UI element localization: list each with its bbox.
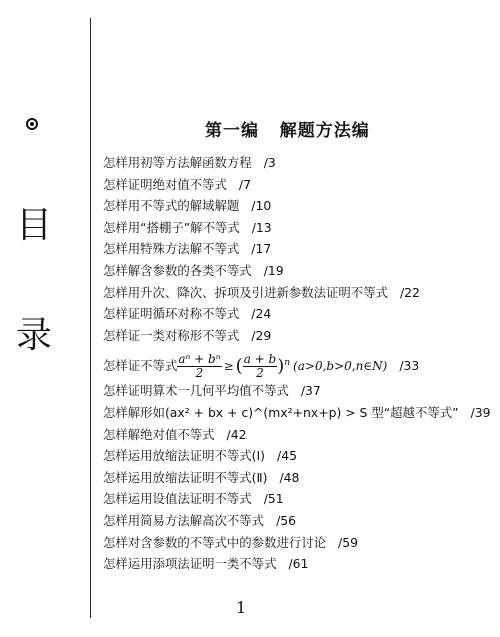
toc-item-page: /24 bbox=[251, 306, 272, 322]
toc-item-page: /51 bbox=[263, 491, 284, 507]
fraction-numerator: a + b bbox=[243, 352, 277, 367]
toc-item[interactable] bbox=[103, 325, 493, 347]
toc-item-text: 怎样证一类对称形不等式 bbox=[103, 327, 240, 343]
fraction-numerator: aⁿ + bⁿ bbox=[178, 352, 221, 367]
toc-item-page: /13 bbox=[251, 219, 272, 235]
toc-item-text: 怎样解形如(ax² + bx + c)^(mx²+nx+p) > S 型“超越不等式” bbox=[103, 404, 459, 420]
toc-item-page: /10 bbox=[251, 198, 272, 214]
toc-item[interactable] bbox=[103, 488, 493, 510]
toc-item-page: /33 bbox=[399, 358, 420, 374]
relation-symbol: ≥ bbox=[223, 359, 234, 374]
toc-item-text: 怎样用简易方法解高次不等式 bbox=[103, 512, 265, 528]
toc-item[interactable] bbox=[103, 174, 493, 196]
toc-item-text: 怎样运用放缩法证明不等式(Ⅰ) bbox=[103, 448, 266, 464]
toc-item-page: /45 bbox=[277, 448, 297, 464]
toc-item-text: 怎样用升次、降次、拆项及引进新参数法证明不等式 bbox=[103, 284, 388, 300]
toc-item[interactable] bbox=[103, 553, 493, 575]
toc-item[interactable] bbox=[103, 238, 493, 260]
toc-item-page: /37 bbox=[300, 383, 321, 399]
toc-item[interactable] bbox=[103, 402, 493, 424]
toc-item[interactable] bbox=[103, 510, 493, 532]
exponent: n bbox=[284, 358, 291, 369]
toc-item-page: /3 bbox=[263, 155, 276, 170]
toc-list bbox=[103, 152, 493, 575]
toc-item[interactable] bbox=[103, 380, 493, 402]
toc-item-page: /22 bbox=[399, 284, 420, 300]
formula-condition: (a>0,b>0,n∈N) bbox=[293, 359, 388, 374]
toc-item-formula[interactable] bbox=[103, 346, 493, 380]
toc-item[interactable] bbox=[103, 424, 493, 446]
toc-item-page: /59 bbox=[338, 534, 358, 550]
toc-item-text: 怎样用特殊方法解不等式 bbox=[103, 241, 240, 257]
toc-item[interactable] bbox=[103, 282, 493, 304]
toc-item-text: 怎样证明循环对称不等式 bbox=[103, 306, 240, 322]
circle-bullet-icon bbox=[26, 118, 38, 130]
toc-item-text: 怎样证不等式 bbox=[103, 358, 178, 374]
toc-item-page: /7 bbox=[238, 176, 251, 192]
section-title: 第一编 解题方法编 bbox=[205, 121, 370, 141]
toc-item-text: 怎样运用添项法证明一类不等式 bbox=[103, 556, 277, 572]
toc-item-page: /42 bbox=[226, 426, 247, 442]
fraction bbox=[243, 353, 278, 380]
toc-item-text: 怎样用“搭棚子”解不等式 bbox=[103, 219, 240, 235]
side-title-char-2: 录 bbox=[16, 315, 53, 356]
toc-item-text: 怎样运用放缩法证明不等式(Ⅱ) bbox=[103, 469, 268, 485]
toc-item-page: /61 bbox=[288, 556, 309, 572]
toc-item[interactable] bbox=[103, 467, 493, 489]
toc-item[interactable] bbox=[103, 445, 493, 467]
toc-item[interactable] bbox=[103, 217, 493, 239]
toc-item-page: /56 bbox=[276, 512, 297, 528]
toc-item-text: 怎样用不等式的解域解题 bbox=[103, 198, 240, 214]
toc-item[interactable] bbox=[103, 303, 493, 325]
toc-item[interactable] bbox=[103, 260, 493, 282]
toc-item-text: 怎样对含参数的不等式中的参数进行讨论 bbox=[103, 534, 327, 550]
fraction-denominator: 2 bbox=[256, 366, 264, 381]
toc-item[interactable] bbox=[103, 195, 493, 217]
toc-item-text: 怎样解绝对值不等式 bbox=[103, 426, 215, 442]
toc-item[interactable] bbox=[103, 152, 493, 174]
page-number: 1 bbox=[236, 598, 247, 617]
fraction bbox=[177, 353, 221, 380]
inequality-formula bbox=[177, 352, 388, 381]
toc-item[interactable] bbox=[103, 532, 493, 554]
fraction-denominator: 2 bbox=[195, 366, 204, 381]
vertical-divider bbox=[90, 18, 91, 618]
toc-item-page: /29 bbox=[251, 327, 272, 343]
toc-item-text: 怎样证明绝对值不等式 bbox=[103, 176, 227, 192]
left-paren: ( bbox=[235, 355, 243, 377]
toc-item-page: /48 bbox=[279, 469, 300, 485]
toc-item-text: 怎样用初等方法解函数方程 bbox=[103, 155, 252, 170]
toc-item-page: /19 bbox=[263, 262, 284, 278]
side-title-char-1: 目 bbox=[16, 205, 53, 246]
toc-item-page: /39 bbox=[470, 404, 491, 420]
toc-item-page: /17 bbox=[251, 241, 272, 257]
toc-item-text: 怎样解含参数的各类不等式 bbox=[103, 262, 252, 278]
toc-item-text: 怎样证明算术一几何平均值不等式 bbox=[103, 383, 289, 399]
right-paren: ) bbox=[277, 355, 285, 377]
toc-item-text: 怎样运用设值法证明不等式 bbox=[103, 491, 252, 507]
